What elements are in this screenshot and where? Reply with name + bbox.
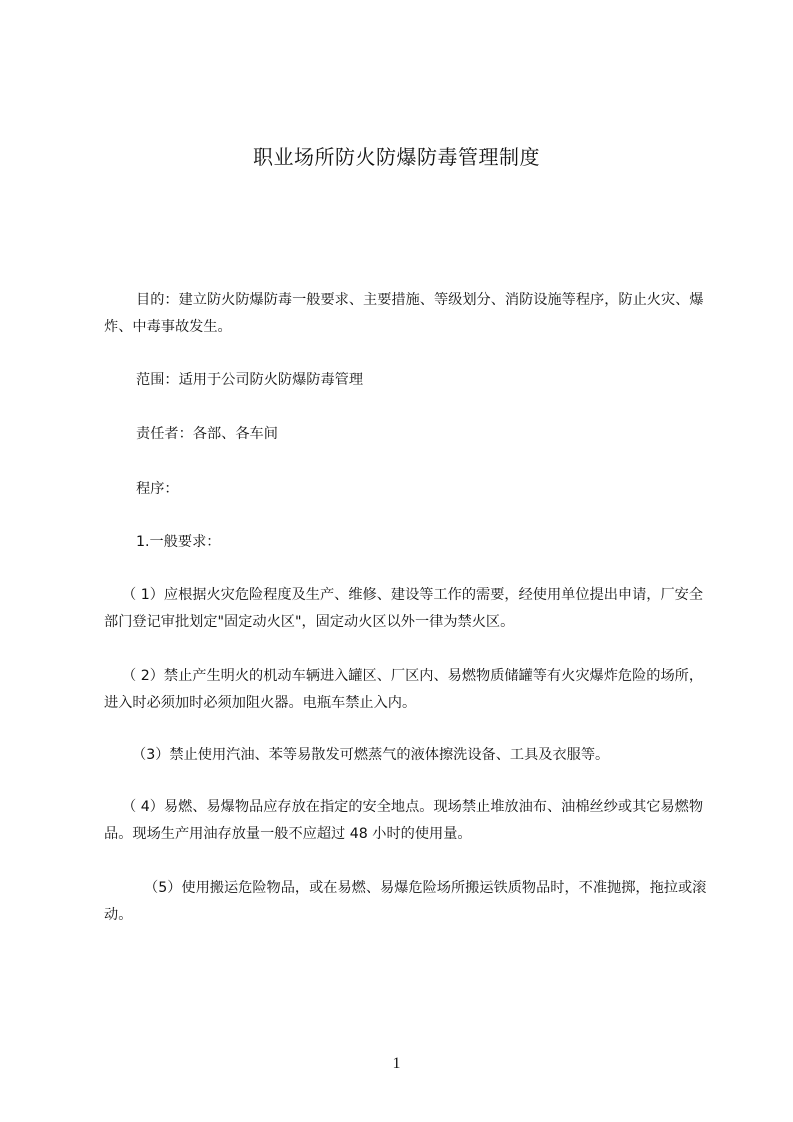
- document-title: 职业场所防火防爆防毒管理制度: [253, 145, 540, 169]
- requirement-item-3: （3）禁止使用汽油、苯等易散发可燃蒸气的液体擦洗设备、工具及衣服等。: [132, 747, 610, 763]
- requirement-item-5: （5）使用搬运危险物品，或在易燃、易爆危险场所搬运铁质物品时，不准抛掷，拖拉或滚动。: [104, 880, 707, 923]
- paragraph-scope: 范围：适用于公司防火防爆防毒管理: [136, 372, 364, 388]
- requirement-item-2: （ 2）禁止产生明火的机动车辆进入罐区、厂区内、易燃物质储罐等有火灾爆炸危险的场所，进入时必须加时必须加阻火器。电瓶车禁止入内。: [104, 668, 704, 711]
- page-number: 1: [392, 1055, 401, 1072]
- section-heading-general-requirements: 1.一般要求：: [136, 534, 221, 550]
- requirement-item-1: （ 1）应根据火灾危险程度及生产、维修、建设等工作的需要，经使用单位提出申请，厂安全部门登记审批划定"固定动火区"，固定动火区以外一律为禁火区。: [104, 587, 704, 630]
- requirement-item-4: （ 4）易燃、易爆物品应存放在指定的安全地点。现场禁止堆放油布、油棉丝纱或其它易燃物品。现场生产用油存放量一般不应超过 48 小时的使用量。: [104, 799, 704, 842]
- paragraph-procedure: 程序：: [136, 481, 179, 497]
- paragraph-purpose: 目的：建立防火防爆防毒一般要求、主要措施、等级划分、消防设施等程序，防止火灾、爆炸、中毒事故发生。: [104, 292, 704, 335]
- paragraph-responsibility: 责任者：各部、各车间: [136, 426, 278, 442]
